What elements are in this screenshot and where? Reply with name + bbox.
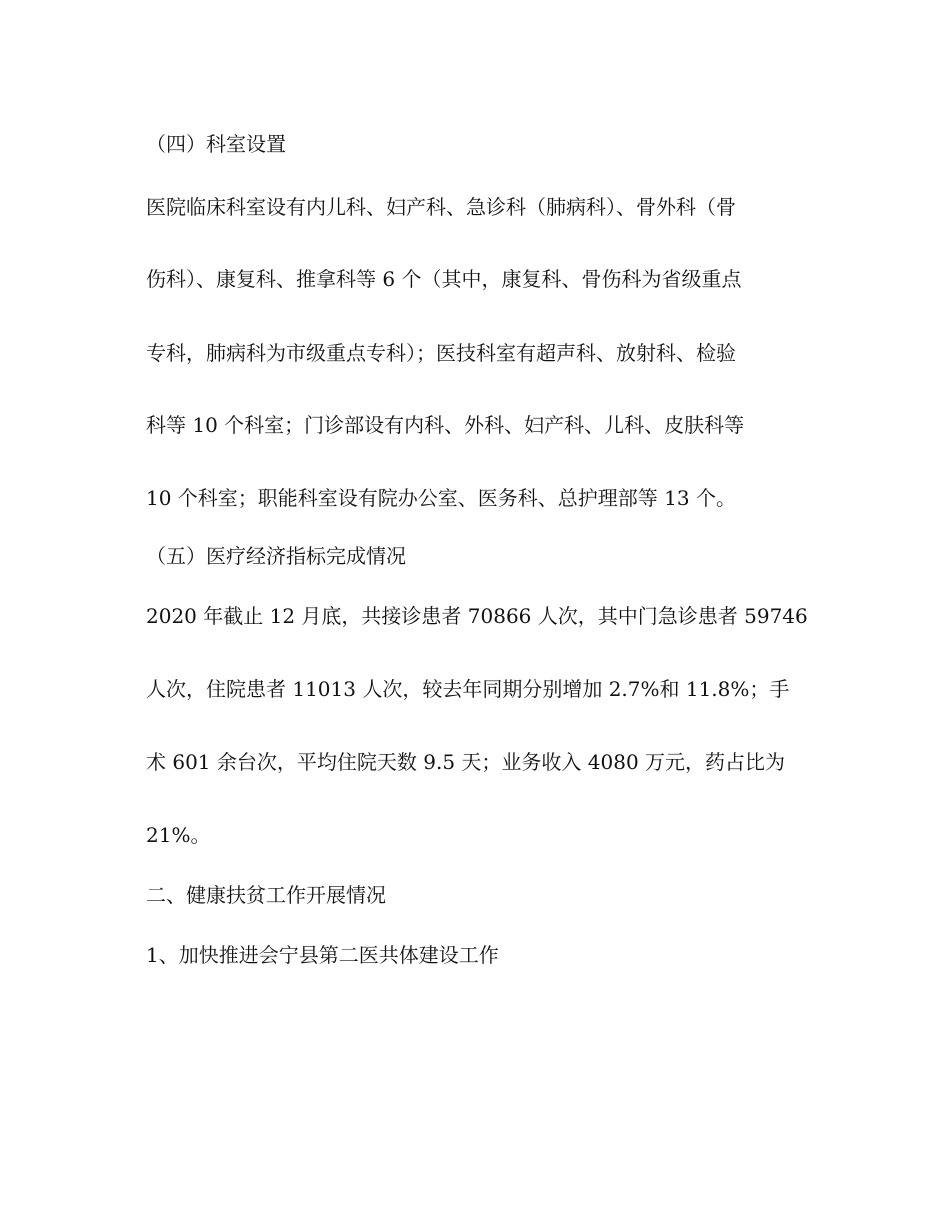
paragraph-line: 2020 年截止 12 月底，共接诊患者 70866 人次，其中门急诊患者 59746 bbox=[146, 604, 808, 628]
section-heading-departments: （四）科室设置 bbox=[146, 132, 286, 156]
paragraph-line: 21%。 bbox=[146, 823, 211, 847]
paragraph-line: 伤科）、康复科、推拿科等 6 个（其中，康复科、骨伤科为省级重点 bbox=[146, 267, 742, 291]
paragraph-line: 10 个科室；职能科室设有院办公室、医务科、总护理部等 13 个。 bbox=[146, 486, 736, 510]
list-item-heading: 1、加快推进会宁县第二医共体建设工作 bbox=[146, 943, 499, 967]
paragraph-line: 医院临床科室设有内儿科、妇产科、急诊科（肺病科）、骨外科（骨 bbox=[146, 195, 736, 219]
paragraph-line: 专科，肺病科为市级重点专科）；医技科室有超声科、放射科、检验 bbox=[146, 341, 736, 365]
section-heading-indicators: （五）医疗经济指标完成情况 bbox=[146, 544, 406, 568]
section-heading-poverty-alleviation: 二、健康扶贫工作开展情况 bbox=[146, 883, 386, 907]
paragraph-line: 人次，住院患者 11013 人次，较去年同期分别增加 2.7%和 11.8%；手 bbox=[146, 677, 790, 701]
paragraph-line: 术 601 余台次，平均住院天数 9.5 天；业务收入 4080 万元，药占比为 bbox=[146, 750, 786, 774]
paragraph-line: 科等 10 个科室；门诊部设有内科、外科、妇产科、儿科、皮肤科等 bbox=[146, 413, 745, 437]
